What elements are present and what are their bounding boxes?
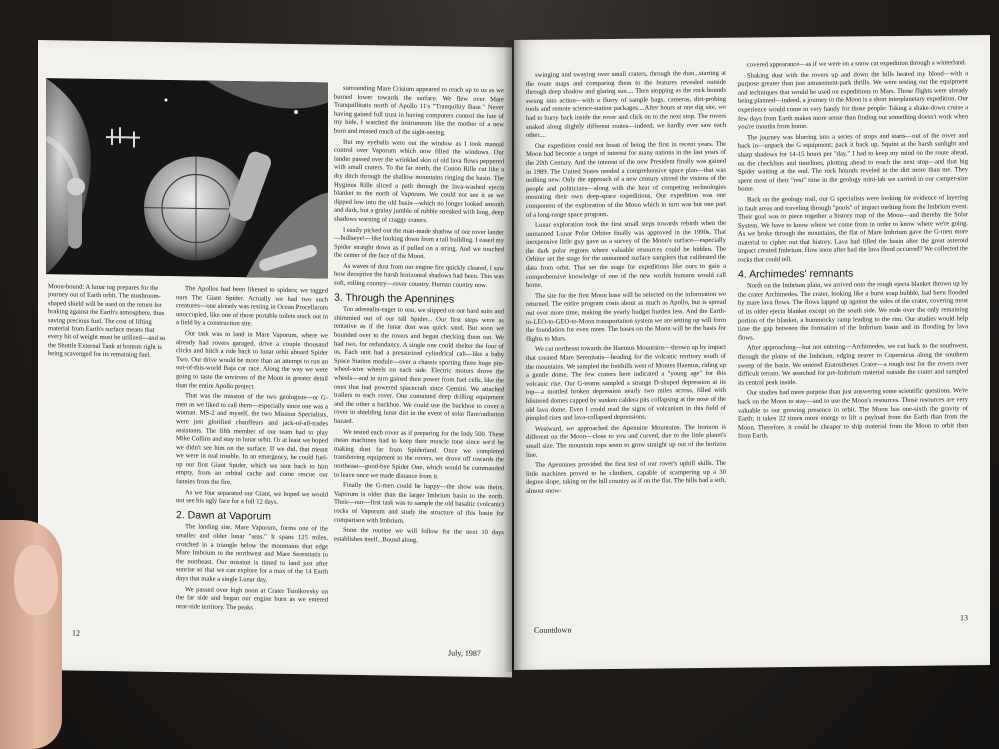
paragraph: surrounding Mare Crisium appeared to reach up to us as we burned lower towards the surface. We flew over Mare Tranquillitatis north of Apollo 11's "Tranquility Base." Never having gained full trust in having computers control the fate of my hide, I watched the instruments like the mother of a new born and missed much of the sight-seeing.	[334, 84, 504, 137]
right-page	[514, 35, 990, 670]
paragraph: We tested each rover as if preparing for the Indy 500. These mean machines had to keep their muscle tone since we'd be making dust far from Spiderland. Once we completed transferring equipment to the rovers, we drove off towards the northeast—good-bye Spider One, which would be commanded to leave once we made distance from it.	[334, 428, 504, 480]
right-column-1	[526, 69, 726, 635]
paragraph: The Apennines provided the first test of our rover's uphill skills. The little machines proved to be climbers, capable of scampering up a 30 degree slope, taking on the hill country as if on the flat. The hills had a soft, almost snow-	[526, 459, 726, 495]
paragraph: As we four separated our Giant, we hoped we would not see his ugly face for a full 12 days.	[176, 488, 328, 507]
paragraph: Westward, we approached the Apennine Mountains. The horizon is different on the Moon—close to you and curved, due to the little planet's small size. The mountain tops seem to grow straight up out of the horizon line.	[526, 423, 726, 459]
illustration-caption: Moon-bound: A lunar tug prepares for the journey out of Earth orbit. The mushroom-shaped shield will be used on the return for braking against the Earth's atmosphere, thus saving precious fuel. The cost of lifting material from Earth's surface means that every bit of weight must be utilized—and so the Shuttle External Tank at bottom right is being scavenged for its remaining fuel.	[48, 283, 166, 360]
paragraph: Our studies had more purpose than just answering some scientific questions. We're back on the Moon to stay—and to use the Moon's resources. Those resources are very valuable to our growing presence in orbit. The Moon has one-sixth the gravity of Earth; it takes 22 times more energy to lift a payload from the Earth than from the Moon. Therefore, it could be cheaper to ship material from the Moon to orbit than from Earth.	[738, 387, 968, 440]
footer-title: Countdown	[534, 625, 572, 635]
paragraph: We cut northeast towards the Haemus Mountains—thrown up by impact that created Mare Serenitatis—heading for the volcanic territory south of the mountains. We sampled the foothills west of Montes Haemus, riding up a gentle dome. The few craters here indicated a "young age" for this volcanic rise. Our G-teams sampled a strange D-shaped depression at its top—a mottled broken depression nearly two miles across, filled with blistered domes capped by sunken caldera pits collapsing at the nose of the old lava dome. Even I could read the signs of volcanism in this field of pimpled rises and lava-collapsed depressions.	[526, 344, 726, 423]
paragraph: Too adrenalin-eager to rest, we slipped on our hard suits and shimmied out of our tall Spider... Our first steps were as tentative as if the lunar dust was quick sand. But soon we bounded over to the rovers and began checking them out. We had two, for redundancy. A single one could shelter the four of us. Each unit had a pressurized cylindrical cab—like a baby Space Station module—over a chassis sporting three huge pin-wheel-wire wheels on each side. Electric motors drove the wheels—and in turn gained their power from fuel cells, like the ones that had powered spacecraft since Gemini. We attached trailers to each rover. One contained deep drilling equipment and the other a backhoe. We could use the backhoe to cover a rover in shielding lunar dirt in the event of solar flare/radiation hazard.	[334, 306, 504, 425]
paragraph: After approaching—but not entering—Archimedes, we cut back to the southwest, through the plains of the Imbrium, edging nearer to Copernicus along the southern sweep of the basin. We entered Eratosthenes Crater—a tough test for the rovers over difficult terrain. We searched for pre-Imbrium material outside the crater and sampled its central peak inside.	[738, 342, 968, 387]
paragraph: Shaking dust with the rovers up and down the hills heated my blood—with a purpose greater than just amusement-park thrills. We were testing out the equipment and techniques that would be used on expeditions to Mars. Those flights were already being planned—indeed, a journey to the Moon is a short interplanetary expedition. Our experience would come in very handy for those people: Taking a shake-down cruise a few days from Earth makes more sense than finding out something doesn't work when you're months from home.	[738, 69, 968, 131]
section-heading: 4. Archimedes' remnants	[738, 267, 854, 281]
section-heading: 3. Through the Apennines	[334, 291, 455, 306]
illustration-lunar-tug	[46, 78, 328, 278]
magazine-spread	[38, 40, 990, 672]
paragraph: Back on the geology trail, our G specialists were looking for evidence of layering in fault areas and traveling through "pools" of impact melting from the Imbrium event. Their goal was to piece together a history map of the Moon—and thereby the Solar System. We have to know where we come from in order to know where we're going. As we broke through the mountains, the flat of Mare Imbrium gave the G-men more material to cipher out that history. Lava had filled the basin after the great asteroid impact created Imbrium. How soon after had the lava flood occurred? We collected the rocks that could tell.	[738, 194, 968, 264]
spine-gutter	[504, 40, 522, 672]
paragraph: swinging and swaying over small craters, through the dust...starting at the route maps and comparing them to the features revealed outside through deep shadow and glaring sun.... Then stopping as the rock hounds swung into action—with a flurry of sample bags, cameras, dirt-probing tools and remote science-station packages....After hours at one dig site, we had to hurry back inside the rover and click on to the next stop. The rovers snaked along slightly different routes—indeed, we hardly ever saw each other....	[526, 69, 726, 140]
paragraph: The Apollos had been likened to spiders; we tagged ours The Giant Spider. Actually we had two such creatures—one already was resting in Ocean Procellarum unoccupied, like one of those portable toilets stuck out in a field by a construction site.	[176, 285, 328, 328]
paragraph: That was the mission of the two geologists—or G-men as we liked to call them—especially since one was a woman. MS-2 and myself, the two Mission Specialists, were just glorified chauffeurs and jack-of-all-trades assistants. The fifth member of our team had to play Mike Collins and stay in lunar orbit. Or at least we hoped we didn't see him on the surface. If we did, that meant we were in real trouble. In an emergency, he could fuel-up our first Giant Spider, which we sent back to him empty, from an orbital cache and come rescue our fannies from the fire.	[176, 392, 328, 487]
paragraph: Soon the routine we will follow for the next 10 days establishes itself...Bound along,	[334, 526, 504, 544]
page-number-right: 13	[960, 613, 968, 623]
paragraph: I easily picked out the man-made shadow of our rover lander—bullseye!—like looking down from a tall building. I eased my Spider straight down as if pulled on a string. And we touched the center of the face of the Moon.	[334, 226, 504, 261]
left-column-2	[334, 85, 504, 648]
left-column-1	[176, 285, 328, 627]
paragraph: Our task was to land in Mare Vaporum, where we already had rovers garaged, drive a couple thousand clicks and hitch a ride back to lunar orbit aboard Spider Two. Our drive would be more than an attempt to run an out-of-this-world Baja car race. Along the way we were going to taste the environs of the Moon in greater detail than the entire Apollo project.	[176, 330, 328, 390]
paragraph: North on the Imbrium plain, we arrived onto the rough ejecta blanket thrown up by the crater Archimedes. The crater, looking like a burst soap bubble, had been flooded by mare lava flows. The flows lapped up against the sides of the crater, covering most of its older ejecta blanket except on the south side. We rode over the only remaining portion of the blanket, a hummocky ramp leading to the rim. Our studies would help time the gap between the formation of the Imbrium basin and its flooding by lava flows.	[738, 280, 968, 342]
paragraph: Finally the G-men could be happy—the show was theirs. Vaporum is older than the larger Imbrium basin to the north. Their—our—first task was to sample the old basaltic (volcanic) rocks of Vaporum and study the structure of this basin for comparison with Imbrium.	[334, 481, 504, 525]
paragraph: Our expedition could not boast of being the first in recent years. The Moon had become a target of interest for many nations in the last years of the 20th Century. And the interest of the new President finally was gained in 1989. The United States needed a comprehensive space plan—that was nothing new. Only the approach of a new century stirred the visions of the people and politicians—along with the heat of competing technologies mounting their own deep-space expeditions. Our expedition was one component of the exploration of the Moon which in turn was but one part of a long-range space program.	[526, 140, 726, 219]
paragraph: The landing site, Mare Vaporum, forms one of the smaller and older lunar "seas." It spans 125 miles, crotched in a triangle below the mountains that edge Mare Imbrium to the northwest and Mare Serenitatis to the northeast. Our mission is timed to land just after sunrise so that we can explore for a max of the 14 Earth days that make a single Lunar day.	[176, 523, 328, 584]
paragraph: The site for the first Moon base will be selected on the information we returned. The entire program costs about as much as Apollo, but is spread out over more time, making the yearly budget burden less. And the Earth-to-LEO-to-GEO-to-Moon transportation system we are setting up will form the foundation for even more. The bases on the Moon will be the basis for flights to Mars.	[526, 290, 726, 343]
right-column-2	[738, 59, 968, 617]
paragraph: We passed over high noon at Crater Tsiolkovsky on the far side and began our engine burn as we entered near-side territory. The peaks	[176, 585, 328, 612]
footer-date: July, 1987	[448, 648, 481, 658]
paragraph: covered appearance—as if we were on a snow cat expedition through a winterland.	[747, 59, 967, 69]
section-heading: 2. Dawn at Vaporum	[176, 509, 271, 523]
paragraph: As waves of dust from our engine fire quickly cleared, I saw how deceptive the harsh horizontal shadows had been. This was soft, rolling country—rover country. Human country now.	[334, 262, 504, 290]
left-page	[38, 40, 512, 677]
lunar-tug-artwork	[46, 78, 328, 278]
paragraph: Lunar exploration took the first small steps towards rebirth when the unmanned Lunar Polar Orbiter finally was approved in the 1990s. That inexpensive little guy gave us a survey of the Moon's surface—especially the dark polar regions where valuable resources could be hidden. The Orbiter set the stage for the unmanned surface samplers that calibrated the data from orbit. That set the stage for expeditions like ours to gain a comprehensive knowledge of one of the new worlds humans would call home.	[526, 219, 726, 290]
paragraph: The journey was blurring into a series of stops and starts—out of the rover and back in—unpack the G equipment; pack it back up. Squint at the harsh sunlight and sharp shadows for 14-15 hours per "day." I had to keep my mind on the route ahead, on the checklists and timelines, plotting ahead to reach the next stop—and that big Spider waiting at the end. The rock hounds reveled in the dirt more than me. They spent most of their "rest" time in the geology mini-lab we carried in our camper-size home.	[738, 131, 968, 193]
page-number-left: 12	[72, 628, 80, 638]
paragraph: But my eyeballs were out the window as I took manual control over Vaporum which now filled the windows. Our lander passed over the wrinkled skin of old lava flows peppered with small craters. To the far north, the Conon Rille cut like a dry ditch through the shallow mountains ringing the basin. The Hyginus Rille sliced a path through the lava-washed ejecta blanket to the north of Vaporum. We could not see it as we dipped low into the old basin—which no longer looked smooth and dark, but a grainy jumble of rubble streaked with long, deep shadows warning of craggy craters.	[334, 138, 504, 225]
